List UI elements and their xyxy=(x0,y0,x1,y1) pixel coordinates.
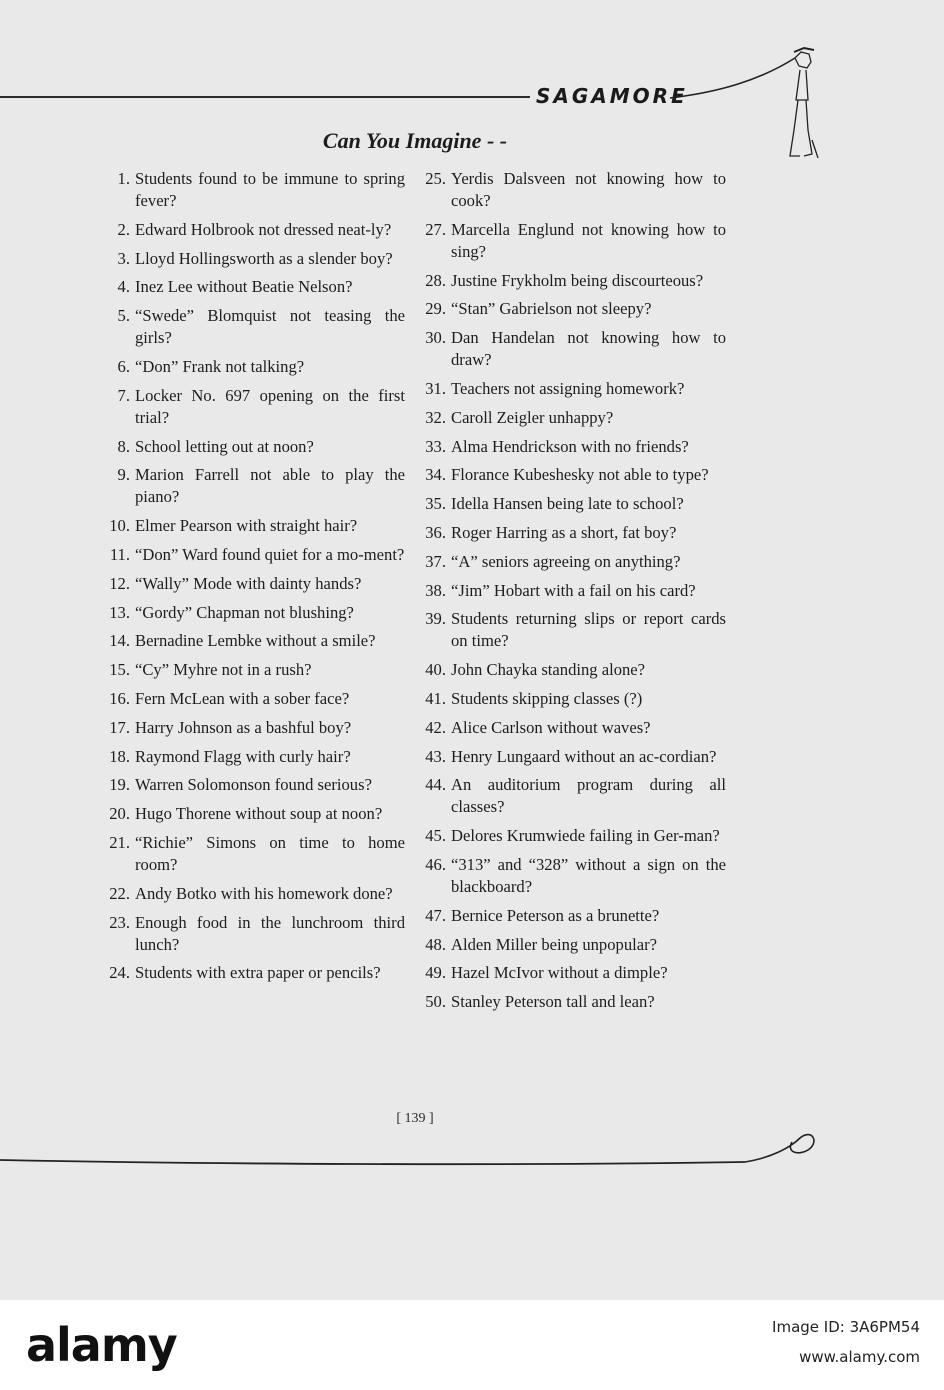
item-text: Florance Kubeshesky not able to type? xyxy=(451,465,709,485)
list-item xyxy=(100,717,405,739)
item-text: “Richie” Simons on time to home room? xyxy=(135,832,405,874)
list-item xyxy=(100,774,405,796)
right-column-list xyxy=(416,168,726,1020)
list-item xyxy=(416,854,726,898)
item-text: Edward Holbrook not dressed neat-ly? xyxy=(135,219,392,239)
item-number: 13. xyxy=(109,602,130,622)
item-number: 1. xyxy=(117,169,130,188)
item-number: 32. xyxy=(425,407,446,427)
item-text: Harry Johnson as a bashful boy? xyxy=(135,717,352,737)
list-item xyxy=(416,522,726,544)
page-number: [ 139 ] xyxy=(396,1111,434,1126)
item-text: Bernadine Lembke without a smile? xyxy=(135,631,376,651)
site-url-text: www.alamy.com xyxy=(799,1348,920,1366)
list-item xyxy=(100,356,405,378)
item-text: Idella Hansen being late to school? xyxy=(451,494,684,514)
item-number: 38. xyxy=(425,580,446,600)
list-item xyxy=(100,659,405,681)
item-number: 12. xyxy=(109,573,130,593)
item-text: Enough food in the lunchroom third lunch? xyxy=(135,912,405,954)
item-text: Hazel McIvor without a dimple? xyxy=(451,963,668,983)
item-number: 39. xyxy=(425,609,446,629)
item-number: 27. xyxy=(425,219,446,239)
item-number: 7. xyxy=(117,385,130,405)
item-number: 10. xyxy=(109,516,130,536)
list-item xyxy=(100,219,405,241)
item-text: Roger Harring as a short, fat boy? xyxy=(451,522,677,542)
list-item xyxy=(416,580,726,602)
item-text: “A” seniors agreeing on anything? xyxy=(451,551,681,571)
item-text: “Gordy” Chapman not blushing? xyxy=(135,602,354,622)
item-number: 9. xyxy=(117,465,130,485)
item-text: Stanley Peterson tall and lean? xyxy=(451,992,655,1012)
list-item xyxy=(416,774,726,818)
list-item xyxy=(100,832,405,876)
item-number: 6. xyxy=(117,356,130,376)
list-item xyxy=(416,934,726,956)
item-text: Caroll Zeigler unhappy? xyxy=(451,407,614,427)
item-text: Justine Frykholm being discourteous? xyxy=(451,270,704,290)
list-item xyxy=(100,248,405,270)
header-rule xyxy=(0,96,530,98)
item-text: Marcella Englund not knowing how to sing? xyxy=(451,219,726,261)
list-item xyxy=(100,688,405,710)
list-item xyxy=(416,493,726,515)
item-number: 41. xyxy=(425,688,446,708)
item-text: Alma Hendrickson with no friends? xyxy=(451,436,689,456)
item-number: 47. xyxy=(425,905,446,925)
item-number: 5. xyxy=(117,306,130,326)
list-item xyxy=(100,630,405,652)
list-item xyxy=(416,464,726,486)
item-text: Students found to be immune to spring fever? xyxy=(135,169,405,210)
item-number: 16. xyxy=(109,688,130,708)
list-item xyxy=(100,385,405,429)
item-number: 34. xyxy=(425,465,446,485)
list-item xyxy=(100,962,405,984)
list-item xyxy=(100,746,405,768)
item-number: 15. xyxy=(109,660,130,680)
item-number: 40. xyxy=(425,660,446,680)
list-item xyxy=(416,746,726,768)
list-item xyxy=(100,515,405,537)
list-item xyxy=(416,327,726,371)
list-item xyxy=(100,803,405,825)
item-text: Alice Carlson without waves? xyxy=(451,717,651,737)
list-item xyxy=(100,168,405,212)
item-text: School letting out at noon? xyxy=(135,436,314,456)
item-number: 33. xyxy=(425,436,446,456)
list-item xyxy=(100,602,405,624)
item-text: Henry Lungaard without an ac-cordian? xyxy=(451,746,717,766)
header-wordmark: SAGAMORE xyxy=(536,84,688,108)
item-text: “Wally” Mode with dainty hands? xyxy=(135,573,362,593)
list-item xyxy=(100,912,405,956)
item-number: 43. xyxy=(425,746,446,766)
page-title: Can You Imagine - - xyxy=(322,128,508,153)
item-text: Raymond Flagg with curly hair? xyxy=(135,746,351,766)
item-text: Inez Lee without Beatie Nelson? xyxy=(135,277,353,297)
item-number: 8. xyxy=(117,436,130,456)
list-item xyxy=(100,883,405,905)
item-text: Fern McLean with a sober face? xyxy=(135,688,350,708)
list-item xyxy=(416,717,726,739)
list-item xyxy=(100,544,405,566)
list-item xyxy=(416,991,726,1013)
item-text: “Stan” Gabrielson not sleepy? xyxy=(451,299,652,319)
item-text: Students skipping classes (?) xyxy=(451,688,643,708)
item-number: 30. xyxy=(425,328,446,348)
alamy-logo: alamy xyxy=(26,1318,177,1372)
item-text: Dan Handelan not knowing how to draw? xyxy=(451,328,726,370)
item-number: 2. xyxy=(117,219,130,239)
item-text: “Don” Frank not talking? xyxy=(135,356,305,376)
item-number: 46. xyxy=(425,854,446,874)
list-item xyxy=(416,551,726,573)
list-item xyxy=(416,608,726,652)
item-number: 48. xyxy=(425,934,446,954)
item-text: Warren Solomonson found serious? xyxy=(135,775,372,795)
item-text: “313” and “328” without a sign on the blackboard? xyxy=(451,854,726,896)
left-column-list xyxy=(100,168,405,991)
item-number: 35. xyxy=(425,494,446,514)
item-number: 21. xyxy=(109,832,130,852)
list-item xyxy=(100,573,405,595)
list-item xyxy=(416,436,726,458)
footer-rule-with-swirl xyxy=(0,1128,944,1178)
item-text: Delores Krumwiede failing in Ger-man? xyxy=(451,826,720,846)
item-text: Marion Farrell not able to play the piano? xyxy=(135,465,405,507)
item-text: Students returning slips or report cards on time? xyxy=(451,609,726,651)
item-number: 25. xyxy=(425,169,446,188)
list-item xyxy=(416,219,726,263)
list-item xyxy=(100,436,405,458)
item-text: Lloyd Hollingsworth as a slender boy? xyxy=(135,248,393,268)
item-text: Bernice Peterson as a brunette? xyxy=(451,905,660,925)
item-number: 17. xyxy=(109,717,130,737)
list-item xyxy=(100,276,405,298)
list-item xyxy=(416,962,726,984)
image-id-text: Image ID: 3A6PM54 xyxy=(772,1318,920,1336)
item-number: 37. xyxy=(425,551,446,571)
item-number: 18. xyxy=(109,746,130,766)
item-number: 29. xyxy=(425,299,446,319)
item-number: 4. xyxy=(117,277,130,297)
list-item xyxy=(416,688,726,710)
list-item xyxy=(416,378,726,400)
item-text: Yerdis Dalsveen not knowing how to cook? xyxy=(451,169,726,210)
item-number: 28. xyxy=(425,270,446,290)
item-number: 22. xyxy=(109,883,130,903)
item-number: 31. xyxy=(425,378,446,398)
list-item xyxy=(416,659,726,681)
item-number: 50. xyxy=(425,992,446,1012)
item-text: An auditorium program during all classes? xyxy=(451,775,726,817)
item-text: Locker No. 697 opening on the first trial? xyxy=(135,385,405,427)
item-text: Teachers not assigning homework? xyxy=(451,378,685,398)
item-text: “Swede” Blomquist not teasing the girls? xyxy=(135,306,405,348)
item-text: Hugo Thorene without soup at noon? xyxy=(135,804,383,824)
item-number: 49. xyxy=(425,963,446,983)
item-text: “Jim” Hobart with a fail on his card? xyxy=(451,580,696,600)
item-number: 23. xyxy=(109,912,130,932)
list-item xyxy=(416,905,726,927)
item-number: 45. xyxy=(425,826,446,846)
list-item xyxy=(416,407,726,429)
item-number: 36. xyxy=(425,522,446,542)
item-number: 19. xyxy=(109,775,130,795)
item-number: 3. xyxy=(117,248,130,268)
item-number: 42. xyxy=(425,717,446,737)
list-item xyxy=(100,464,405,508)
list-item xyxy=(416,298,726,320)
item-number: 11. xyxy=(109,544,130,564)
item-number: 20. xyxy=(109,804,130,824)
item-text: Andy Botko with his homework done? xyxy=(135,883,393,903)
item-number: 14. xyxy=(109,631,130,651)
item-number: 44. xyxy=(425,775,446,795)
item-text: Elmer Pearson with straight hair? xyxy=(135,516,358,536)
item-text: Students with extra paper or pencils? xyxy=(135,963,381,983)
list-item xyxy=(100,305,405,349)
list-item xyxy=(416,168,726,212)
list-item xyxy=(416,825,726,847)
item-text: John Chayka standing alone? xyxy=(451,660,646,680)
item-text: “Cy” Myhre not in a rush? xyxy=(135,660,312,680)
item-number: 24. xyxy=(109,963,130,983)
item-text: Alden Miller being unpopular? xyxy=(451,934,657,954)
item-text: “Don” Ward found quiet for a mo-ment? xyxy=(135,544,405,564)
list-item xyxy=(416,270,726,292)
